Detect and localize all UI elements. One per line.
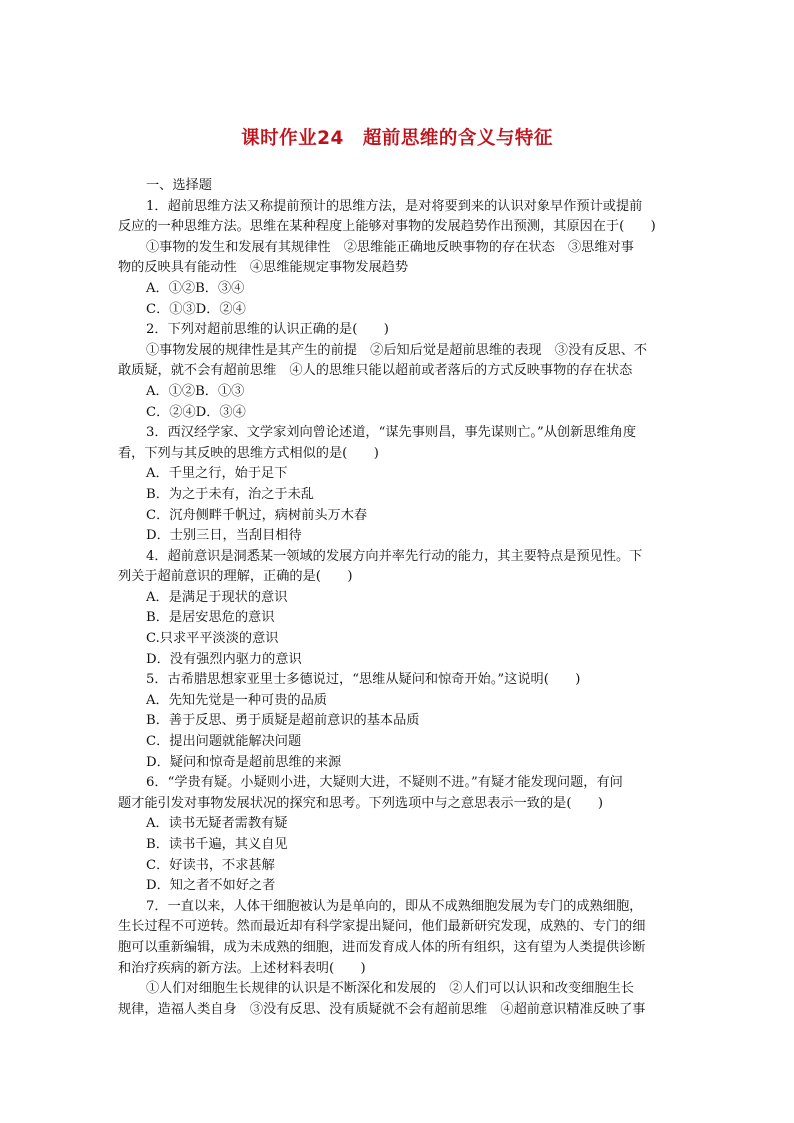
text-line: D．知之者不如好之者	[146, 878, 276, 894]
text-line: D．士别三日，当刮目相待	[146, 528, 302, 544]
text-line: A．①②B．①③	[146, 383, 245, 399]
text-line: 1．超前思维方法又称提前预计的思维方法，是对将要到来的认识对象早作预计或提前	[146, 198, 643, 214]
text-line: 5．古希腊思想家亚里士多德说过，“思维从疑问和惊奇开始。”这说明( )	[146, 672, 581, 688]
text-line: 7．一直以来，人体干细胞被认为是单向的，即从不成熟细胞发展为专门的成熟细胞，	[146, 898, 643, 914]
document-body	[118, 176, 676, 1020]
text-line: A．是满足于现状的意识	[146, 589, 288, 605]
text-line: ①人们对细胞生长规律的认识是不断深化和发展的 ②人们可以认识和改变细胞生长	[146, 981, 634, 997]
text-line: C．提出问题就能解决问题	[146, 734, 302, 750]
text-line: 胞可以重新编辑，成为未成熟的细胞，进而发育成人体的所有组织，这有望为人类提供诊断	[118, 939, 646, 955]
text-line: 题才能引发对事物发展状况的探究和思考。下列选项中与之意思表示一致的是( )	[118, 795, 604, 811]
text-line: B．善于反思、勇于质疑是超前意识的基本品质	[146, 713, 420, 729]
text-line: A．先知先觉是一种可贵的品质	[146, 692, 327, 708]
text-line: C．①③D．②④	[146, 301, 246, 317]
text-line: 和治疗疾病的新方法。上述材料表明( )	[118, 960, 366, 976]
text-line: 敢质疑，就不会有超前思维 ④人的思维只能以超前或者落后的方式反映事物的存在状态	[118, 363, 633, 379]
text-line: D．没有强烈内驱力的意识	[146, 651, 302, 667]
text-line: A．读书无疑者需教有疑	[146, 816, 288, 832]
text-line: C．②④D．③④	[146, 404, 246, 420]
text-line: 一、选择题	[146, 178, 212, 193]
text-line: 3．西汉经学家、文学家刘向曾论述道，“谋先事则昌，事先谋则亡。”从创新思维角度	[146, 425, 637, 441]
text-line: 物的反映具有能动性 ④思维能规定事物发展趋势	[118, 260, 409, 276]
page-title: 课时作业24 超前思维的含义与特征	[241, 128, 553, 149]
text-line: 4．超前意识是洞悉某一领域的发展方向并率先行动的能力，其主要特点是预见性。下	[146, 548, 643, 564]
text-line: C．沉舟侧畔千帆过，病树前头万木春	[146, 507, 368, 523]
text-line: 2．下列对超前思维的认识正确的是( )	[146, 322, 389, 338]
text-line: 生长过程不可逆转。然而最近却有科学家提出疑问，他们最新研究发现，成熟的、专门的细	[118, 919, 646, 935]
text-line: B．为之于未有，治之于未乱	[146, 486, 314, 502]
text-line: C.只求平平淡淡的意识	[146, 631, 279, 647]
text-line: 6．“学贵有疑。小疑则小进，大疑则大进，不疑则不进。”有疑才能发现问题，有问	[146, 775, 623, 791]
text-line: B．读书千遍，其义自见	[146, 837, 288, 852]
text-line: C．好读书，不求甚解	[146, 857, 275, 873]
text-line: 看，下列与其反映的思维方式相似的是( )	[118, 445, 379, 461]
text-line: ①事物的发生和发展有其规律性 ②思维能正确地反映事物的存在状态 ③思维对事	[146, 239, 634, 255]
text-line: A．千里之行，始于足下	[146, 466, 288, 482]
text-line: B．是居安思危的意识	[146, 610, 275, 626]
text-line: 反应的一种思维方法。思维在某种程度上能够对事物的发展趋势作出预测，其原因在于( )	[118, 219, 656, 235]
text-line: 规律，造福人类自身 ③没有反思、没有质疑就不会有超前思维 ④超前意识精准反映了事	[118, 1001, 646, 1017]
text-line: A．①②B．③④	[146, 280, 245, 296]
text-line: D．疑问和惊奇是超前思维的来源	[146, 754, 342, 770]
text-line: 列关于超前意识的理解，正确的是( )	[118, 569, 353, 585]
text-line: ①事物发展的规律性是其产生的前提 ②后知后觉是超前思维的表现 ③没有反思、不	[146, 342, 648, 358]
